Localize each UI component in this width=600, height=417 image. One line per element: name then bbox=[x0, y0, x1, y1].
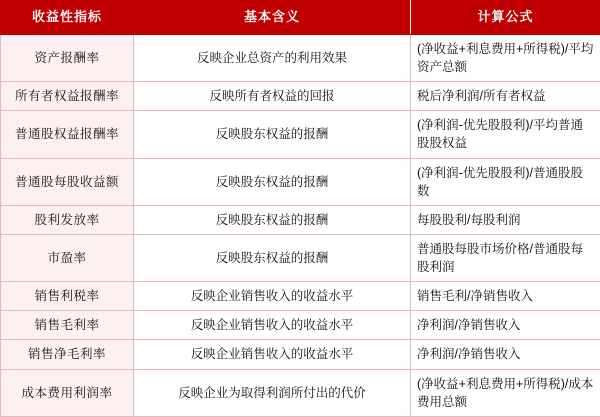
cell-metric-meaning: 反映企业销售收入的收益水平 bbox=[134, 311, 411, 340]
cell-metric-name: 销售利税率 bbox=[1, 282, 134, 311]
cell-metric-name: 市盈率 bbox=[1, 234, 134, 281]
cell-metric-formula: 净利润/净销售收入 bbox=[411, 340, 600, 369]
cell-metric-name: 销售毛利率 bbox=[1, 311, 134, 340]
cell-metric-meaning: 反映所有者权益的回报 bbox=[134, 82, 411, 111]
cell-metric-name: 普通股每股收益额 bbox=[1, 158, 134, 205]
table-row bbox=[1, 369, 600, 416]
cell-metric-name: 普通股权益报酬率 bbox=[1, 111, 134, 158]
table-header bbox=[1, 1, 600, 35]
cell-metric-meaning: 反映企业为取得利润所付出的代价 bbox=[134, 369, 411, 416]
cell-metric-formula: 税后净利润/所有者权益 bbox=[411, 82, 600, 111]
cell-metric-formula: (净收益+利息费用+所得税)/成本费用总额 bbox=[411, 369, 600, 416]
cell-metric-meaning: 反映股东权益的报酬 bbox=[134, 158, 411, 205]
table-row bbox=[1, 234, 600, 281]
cell-metric-meaning: 反映股东权益的报酬 bbox=[134, 205, 411, 234]
cell-metric-meaning: 反映股东权益的报酬 bbox=[134, 111, 411, 158]
column-header-formula: 计算公式 bbox=[411, 1, 600, 35]
table-row bbox=[1, 282, 600, 311]
table-row bbox=[1, 34, 600, 81]
cell-metric-meaning: 反映企业销售收入的收益水平 bbox=[134, 282, 411, 311]
table-row bbox=[1, 205, 600, 234]
table-row bbox=[1, 158, 600, 205]
column-header-metric: 收益性指标 bbox=[1, 1, 134, 35]
table-row bbox=[1, 340, 600, 369]
cell-metric-name: 所有者权益报酬率 bbox=[1, 82, 134, 111]
cell-metric-name: 销售净毛利率 bbox=[1, 340, 134, 369]
cell-metric-meaning: 反映股东权益的报酬 bbox=[134, 234, 411, 281]
cell-metric-formula: 每股股利/每股利润 bbox=[411, 205, 600, 234]
cell-metric-meaning: 反映企业销售收入的收益水平 bbox=[134, 340, 411, 369]
cell-metric-name: 资产报酬率 bbox=[1, 34, 134, 81]
cell-metric-formula: (净利润-优先股股利)/普通股股数 bbox=[411, 158, 600, 205]
cell-metric-formula: 净利润/净销售收入 bbox=[411, 311, 600, 340]
cell-metric-formula: 销售毛利/净销售收入 bbox=[411, 282, 600, 311]
table-header-row bbox=[1, 1, 600, 35]
cell-metric-formula: 普通股每股市场价格/普通股每股利润 bbox=[411, 234, 600, 281]
cell-metric-formula: (净收益+利息费用+所得税)/平均资产总额 bbox=[411, 34, 600, 81]
cell-metric-name: 成本费用利润率 bbox=[1, 369, 134, 416]
column-header-meaning: 基本含义 bbox=[134, 1, 411, 35]
table-row bbox=[1, 111, 600, 158]
table-row bbox=[1, 82, 600, 111]
cell-metric-name: 股利发放率 bbox=[1, 205, 134, 234]
cell-metric-meaning: 反映企业总资产的利用效果 bbox=[134, 34, 411, 81]
cell-metric-formula: (净利润-优先股股利)/平均普通股股权益 bbox=[411, 111, 600, 158]
table-body bbox=[1, 34, 600, 416]
table-row bbox=[1, 311, 600, 340]
